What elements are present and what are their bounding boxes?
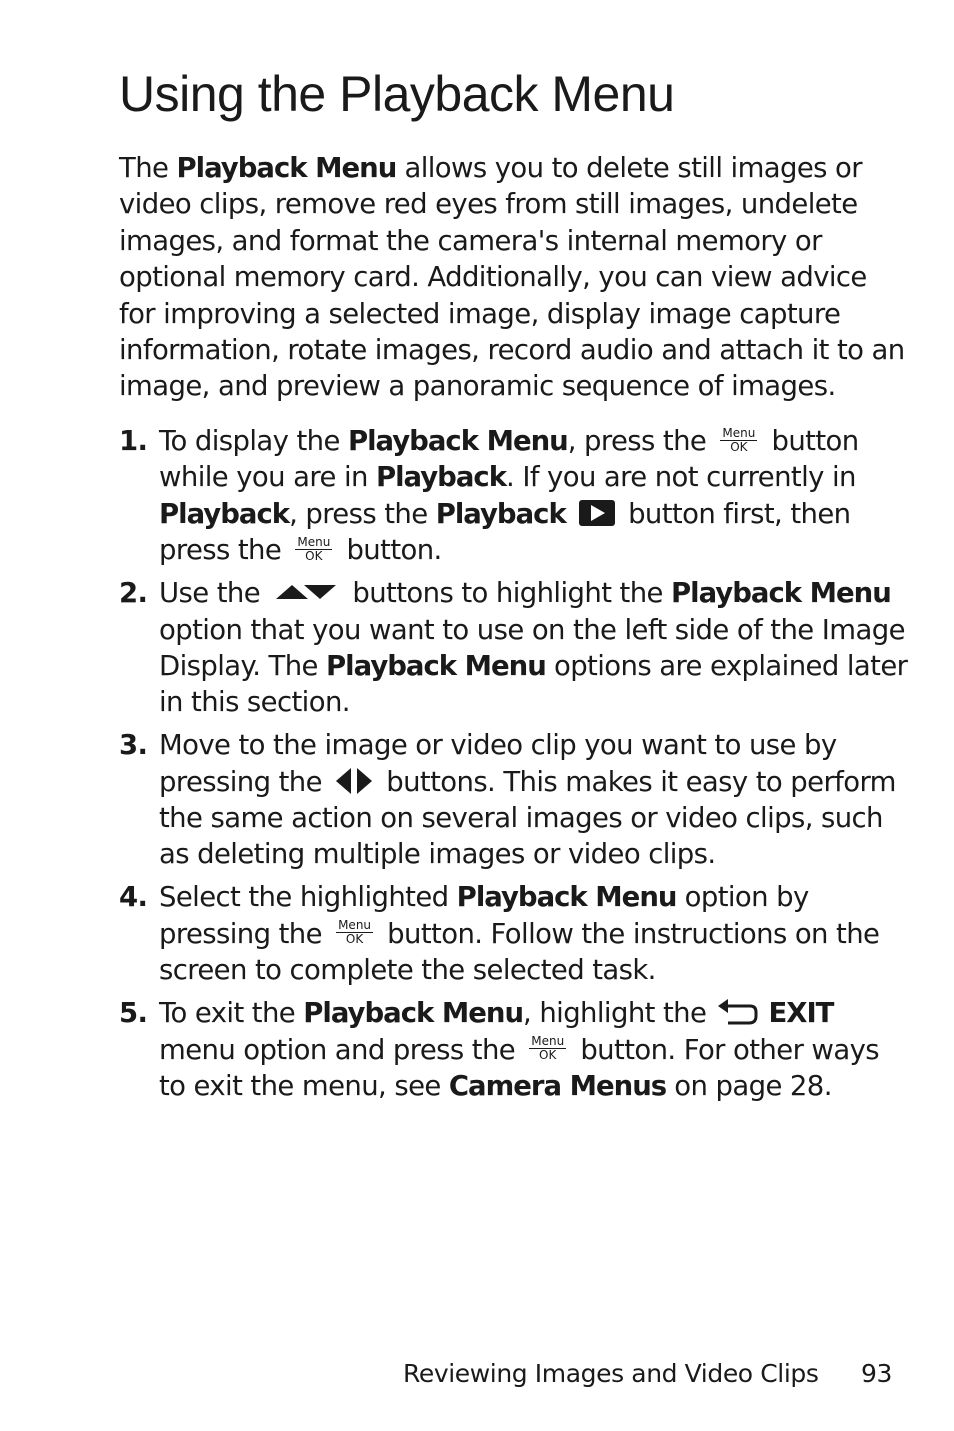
step-bold: Playback [435,497,566,530]
step-text: button. Follow the instructions on the screen to complete the selected task. [159,917,880,987]
up-down-arrows-icon [274,582,338,602]
step-text: button while you are in [159,425,859,494]
step-number: 1. [119,425,148,457]
menu-ok-icon-top: Menu [297,534,331,549]
step-text: buttons. This makes it easy to perform the same action on several images or video clips, such as deleting multiple images or video clips. [159,765,896,871]
intro-text: The [119,152,177,184]
menu-ok-icon [336,919,373,946]
step-text: , highlight the [523,997,715,1030]
step-item [119,423,909,569]
step-text: Move to the image or video clip you want to use by pressing the [159,729,837,798]
step-item [119,575,909,721]
step-text: Select the highlighted [159,881,457,914]
page-title: Using the Playback Menu [119,66,675,122]
steps-list [119,423,909,1111]
step-text: button. [338,534,442,567]
step-number: 2. [119,577,148,610]
step-bold: Playback Menu [326,649,546,682]
step-text: button first, then press the [159,497,851,567]
step-number: 3. [119,729,148,762]
return-arrow-icon [716,997,760,1027]
step-number: 4. [119,881,148,914]
step-text: Use the [159,577,269,610]
play-triangle-icon [578,499,616,527]
intro-paragraph [119,150,909,405]
footer-section-title: Reviewing Images and Video Clips [403,1359,819,1388]
step-text: on page 28. [666,1069,832,1102]
menu-ok-icon-bottom: OK [345,932,364,947]
step-bold: Playback Menu [670,577,891,610]
step-text: To display the [159,425,348,457]
step-bold: Playback Menu [303,997,524,1030]
menu-ok-icon-top: Menu [722,425,756,440]
step-text: menu option and press the [159,1033,524,1066]
menu-ok-icon-bottom: OK [730,439,748,454]
step-text: , press the [567,425,715,457]
step-item [119,995,909,1104]
step-text: button. For other ways to exit the menu, see [159,1033,879,1102]
step-item [119,879,909,988]
menu-ok-icon-bottom: OK [305,548,323,563]
step-item [119,727,909,873]
footer-page-number: 93 [861,1359,893,1388]
menu-ok-icon [295,536,332,563]
menu-ok-icon [529,1035,566,1062]
step-bold: Playback Menu [456,881,677,914]
step-bold-camera-menus: Camera Menus [448,1069,667,1102]
step-text: option by pressing the [159,881,809,950]
step-text: buttons to highlight the [344,577,671,610]
step-text: To exit the [159,997,304,1030]
step-bold: Playback [159,497,290,530]
menu-ok-icon-top: Menu [531,1034,565,1048]
step-text: . If you are not currently in [506,461,856,494]
intro-text: allows you to delete still images or video clips, remove red eyes from still images, undelete images, and format the camera's internal memory or optional memory card. Additionally, you can view advice for improving a selected image, display image capture information, rotate images, record audio and attach it to an image, and preview a panoramic sequence of images. [119,152,905,403]
menu-ok-icon [720,427,757,454]
step-bold-exit: EXIT [768,997,834,1030]
menu-ok-icon-bottom: OK [539,1048,557,1062]
menu-ok-icon-top: Menu [338,918,372,933]
intro-bold-playback-menu: Playback Menu [176,152,397,184]
step-bold: Playback [375,461,507,494]
step-bold: Playback Menu [347,425,568,457]
left-right-arrows-icon [334,766,374,796]
step-number: 5. [119,997,148,1030]
step-text: , press the [289,497,436,530]
step-text: option that you want to use on the left side of the Image Display. The [159,613,905,682]
step-text: options are explained later in this section. [159,649,908,719]
